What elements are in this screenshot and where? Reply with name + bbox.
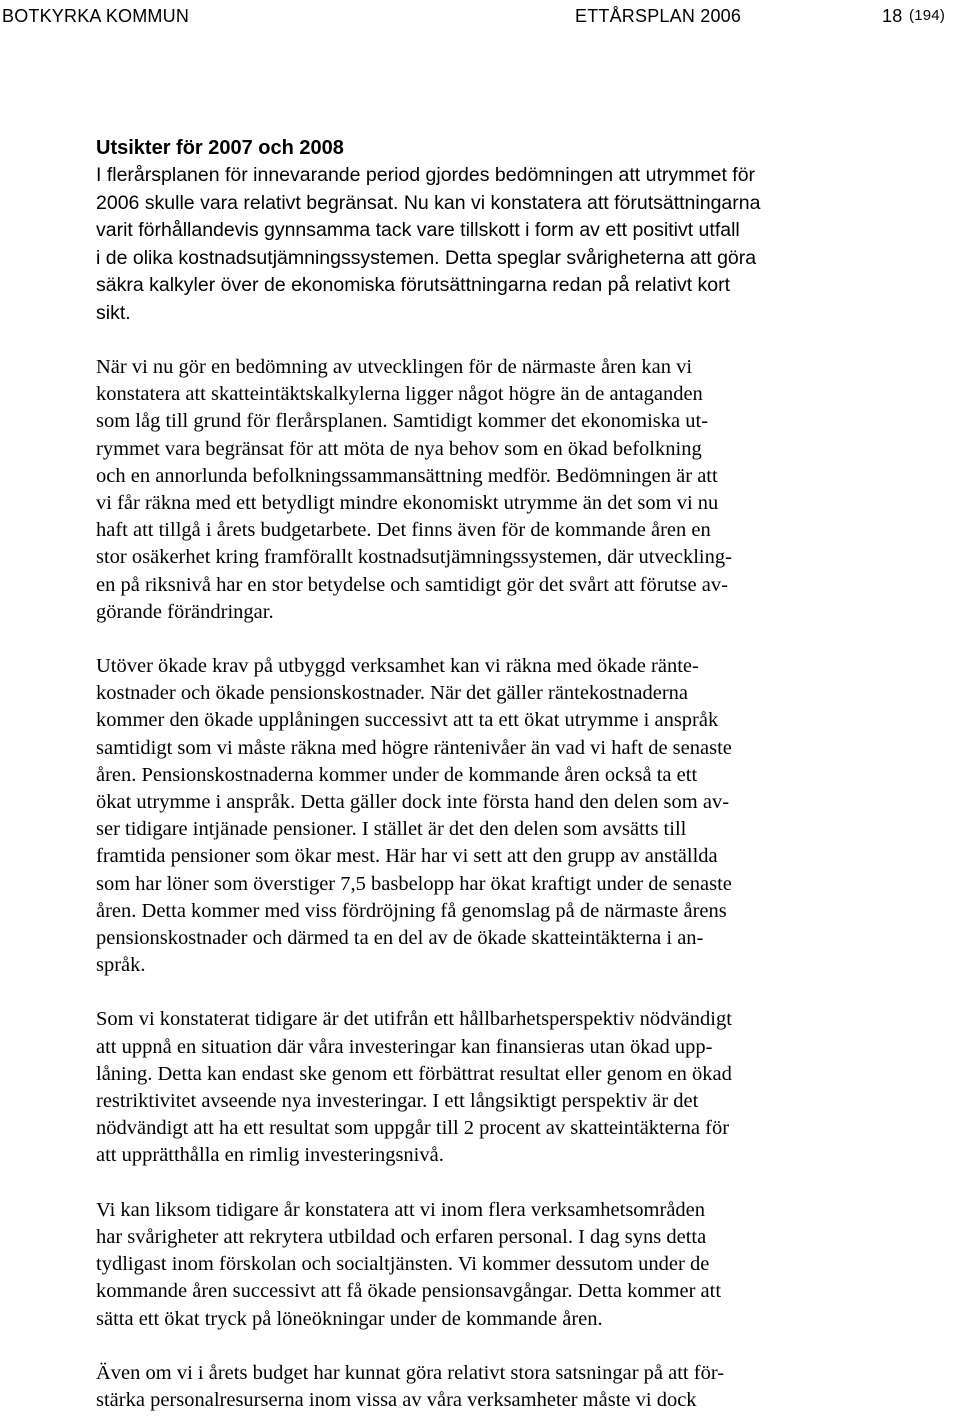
text-line: restriktivitet avseende nya investeringar. I ett långsiktigt perspektiv är det bbox=[96, 1090, 699, 1113]
paragraph-gap bbox=[96, 979, 886, 1006]
text-line: varit förhållandevis gynnsamma tack vare tillskott i form av ett positivt utfall bbox=[96, 219, 740, 241]
document-title: ETTÅRSPLAN 2006 bbox=[575, 6, 742, 26]
page-header bbox=[0, 4, 960, 28]
text-line: stor osäkerhet kring framförallt kostnadsutjämningssystemen, där utveckling- bbox=[96, 546, 732, 569]
text-line: Utöver ökade krav på utbyggd verksamhet kan vi räkna med ökade ränte- bbox=[96, 655, 699, 678]
page-number: 18 bbox=[882, 6, 903, 26]
paragraph bbox=[96, 653, 886, 979]
organization-name: BOTKYRKA KOMMUN bbox=[2, 6, 190, 26]
paragraph bbox=[96, 1197, 886, 1333]
text-line: kostnader och ökade pensionskostnader. När det gäller räntekostnaderna bbox=[96, 682, 689, 705]
text-line: pensionskostnader och därmed ta en del av de ökade skatteintäkterna i an- bbox=[96, 927, 704, 950]
text-line: som har löner som överstiger 7,5 basbelopp har ökat kraftigt under de senaste bbox=[96, 872, 732, 895]
text-line: I flerårsplanen för innevarande period gjordes bedömningen att utrymmet för bbox=[96, 164, 756, 186]
text-line: görande förändringar. bbox=[96, 600, 274, 623]
text-line: samtidigt som vi måste räkna med högre räntenivåer än vad vi haft de senaste bbox=[96, 736, 732, 759]
text-line: kommande åren successivt att få ökade pensionsavgångar. Detta kommer att bbox=[96, 1280, 722, 1303]
text-line: ökat utrymme i anspråk. Detta gäller dock inte första hand den delen som av- bbox=[96, 791, 730, 814]
section-heading: Utsikter för 2007 och 2008 bbox=[96, 137, 344, 159]
text-line: stärka personalresurserna inom vissa av våra verksamheter måste vi dock bbox=[96, 1388, 697, 1411]
text-line: konstatera att skatteintäktskalkylerna ligger något högre än de antaganden bbox=[96, 383, 703, 406]
text-line: språk. bbox=[96, 954, 146, 977]
page-content bbox=[96, 135, 886, 1414]
paragraph bbox=[96, 1006, 886, 1169]
text-line: När vi nu gör en bedömning av utvecklingen för de närmaste åren kan vi bbox=[96, 356, 693, 378]
text-line: sikt. bbox=[96, 301, 131, 324]
page-total: (194) bbox=[909, 7, 946, 24]
paragraph-gap bbox=[96, 1170, 886, 1197]
text-line: ser tidigare intjänade pensioner. I stället är det den delen som avsätts till bbox=[96, 818, 687, 841]
body-paragraphs bbox=[96, 327, 886, 1414]
paragraph-gap bbox=[96, 626, 886, 653]
paragraph-gap bbox=[96, 1333, 886, 1360]
text-line: rymmet vara begränsat för att möta de nya behov som en ökad befolkning bbox=[96, 437, 702, 460]
text-line: en på riksnivå har en stor betydelse och samtidigt gör det svårt att förutse av- bbox=[96, 573, 728, 596]
text-line: tydligast inom förskolan och socialtjänsten. Vi kommer dessutom under de bbox=[96, 1253, 710, 1276]
text-line: 2006 skulle vara relativt begränsat. Nu kan vi konstatera att förutsättningarna bbox=[96, 191, 761, 214]
text-line: åren. Pensionskostnaderna kommer under de kommande åren också ta ett bbox=[96, 763, 698, 786]
text-line: framtida pensioner som ökar mest. Här har vi sett att den grupp av anställda bbox=[96, 845, 718, 868]
text-line: att uppnå en situation där våra investeringar kan finansieras utan ökad upp- bbox=[96, 1035, 713, 1058]
text-line: som låg till grund för flerårsplanen. Samtidigt kommer det ekonomiska ut- bbox=[96, 410, 709, 433]
text-line: åren. Detta kommer med viss fördröjning få genomslag på de närmaste årens bbox=[96, 899, 727, 922]
paragraph-gap bbox=[96, 327, 886, 354]
text-line: säkra kalkyler över de ekonomiska förutsättningarna redan på relativt kort bbox=[96, 274, 731, 296]
text-line: haft att tillgå i årets budgetarbete. Det finns även för de kommande åren en bbox=[96, 519, 711, 542]
text-line: vi får räkna med ett betydligt mindre ekonomiskt utrymme än det som vi nu bbox=[96, 492, 719, 515]
text-line: och en annorlunda befolkningssammansättning medför. Bedömningen är att bbox=[96, 464, 718, 487]
text-line: Även om vi i årets budget har kunnat göra relativt stora satsningar på att för- bbox=[96, 1361, 725, 1384]
text-line: sätta ett ökat tryck på löneökningar under de kommande åren. bbox=[96, 1307, 603, 1330]
text-line: Vi kan liksom tidigare år konstatera att vi inom flera verksamhetsområden bbox=[96, 1198, 706, 1221]
text-line: Som vi konstaterat tidigare är det utifrån ett hållbarhetsperspektiv nödvändigt bbox=[96, 1008, 732, 1031]
text-line: kommer den ökade upplåningen successivt att ta ett ökat utrymme i anspråk bbox=[96, 709, 719, 732]
paragraph bbox=[96, 1360, 886, 1414]
text-line: har svårigheter att rekrytera utbildad och erfaren personal. I dag syns detta bbox=[96, 1225, 707, 1248]
text-line: i de olika kostnadsutjämningssystemen. Detta speglar svårigheterna att göra bbox=[96, 246, 757, 269]
text-line: att upprätthålla en rimlig investeringsnivå. bbox=[96, 1144, 444, 1167]
text-line: låning. Detta kan endast ske genom ett förbättrat resultat eller genom en ökad bbox=[96, 1062, 732, 1085]
paragraph bbox=[96, 354, 886, 626]
text-line: nödvändigt att ha ett resultat som uppgår till 2 procent av skatteintäkterna för bbox=[96, 1117, 730, 1140]
intro-paragraph bbox=[96, 162, 886, 327]
